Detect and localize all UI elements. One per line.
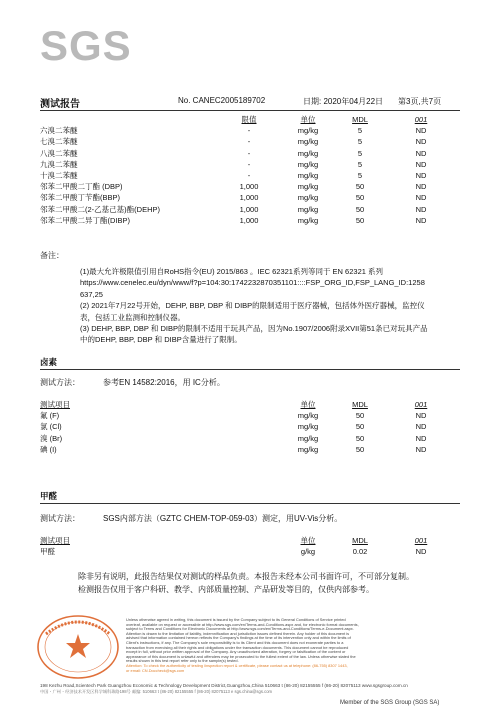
declaration-line: 除非另有说明，此报告结果仅对测试的样品负责。本报告未经本公司书面许可，不可部分复制。	[78, 572, 414, 581]
footer-address-cn: 中国・广州・经济技术开发区科学城科珠路198号 邮编: 510663 t (86-20) 82155555 f (86-20) 82075113 e sgs.china@sgs.com	[40, 689, 273, 694]
cell-item: 溴 (Br)	[40, 433, 63, 443]
formaldehyde-method: SGS内部方法（GZTC CHEM-TOP-059-03）测定，用UV-Vis分析。	[103, 514, 343, 523]
cell-unit: mg/kg	[297, 137, 319, 147]
legal-line: results shown in this test report refer only to the sample(s) tested.	[126, 658, 239, 664]
col-mdl: MDL	[352, 400, 368, 410]
cell-unit: mg/kg	[297, 411, 319, 421]
table-row	[40, 433, 458, 444]
table-row	[40, 148, 458, 159]
note-line: (1)最大允许极限值引用自RoHS指令(EU) 2015/863 。IEC 62321系列等同于 EN 62321 系列	[80, 267, 384, 276]
cell-mdl: 50	[355, 215, 365, 225]
cell-mdl: 5	[357, 148, 363, 158]
formaldehyde-table	[40, 535, 458, 557]
rohs-table-body	[40, 125, 458, 226]
col-unit: 单位	[300, 400, 316, 410]
legal-line: transaction from exercising all their rights and obligations under the transaction documents. This document cannot be reproduced	[126, 644, 349, 650]
note-line: 中的DEHP, BBP, DBP 和 DIBP含量进行了限制。	[80, 335, 242, 345]
page-number: 第3页,共7页	[398, 97, 442, 106]
report-number: No. CANEC2005189702	[178, 96, 266, 105]
col-unit: 单位	[300, 536, 316, 546]
legal-line: Attention is drawn to the limitation of liability, indemnification and jurisdiction issues defined therein. Any holder of this document is	[126, 630, 350, 636]
report-date: 日期: 2020年04月22日	[303, 97, 384, 106]
notes	[80, 266, 465, 346]
attention-line: or email: CN.Doccheck@sgs.com	[126, 667, 185, 673]
cell-result: ND	[415, 444, 427, 454]
cell-limit: -	[247, 159, 251, 169]
cell-item: 十溴二苯醚	[40, 171, 78, 181]
declaration-line: 检测报告仅用于客户科研、教学、内部质量控制、产品研发等目的，仅供内部参考。	[78, 584, 374, 594]
notes-label: 备注：	[40, 251, 64, 260]
cell-result: ND	[415, 126, 427, 136]
cell-item: 碘 (I)	[40, 444, 57, 454]
cell-mdl: 50	[355, 193, 365, 203]
col-item: 测试项目	[40, 400, 70, 410]
legal-line: overleaf, available on request or accessible at http://www.sgs.com/en/Terms-and-Conditions.aspx and, for electronic format documents,	[126, 621, 359, 627]
cell-unit: mg/kg	[297, 148, 319, 158]
note-line: https://www.cenelec.eu/dyn/www/f?p=104:30:1742232870351101::::FSP_ORG_ID,FSP_LANG_ID:1258	[80, 278, 425, 288]
cell-mdl: 5	[357, 159, 363, 169]
cell-mdl: 5	[357, 126, 363, 136]
cell-unit: mg/kg	[297, 171, 319, 181]
legal-line: Client's instructions, if any. The Company's sole responsibility is to its Client and this document does not exonerate parties to a	[126, 639, 344, 645]
cell-item: 氟 (F)	[40, 411, 60, 421]
declaration	[78, 571, 448, 596]
cell-unit: mg/kg	[297, 193, 319, 203]
table-header-row	[40, 399, 458, 410]
note-line: (3) DEHP, BBP, DBP 和 DIBP的限制不适用于玩具产品，因为No.1907/2006附录XVII第51条已对玩具产品	[80, 324, 428, 334]
cell-limit: -	[247, 126, 251, 136]
cell-result: ND	[415, 433, 427, 443]
table-row	[40, 125, 458, 136]
report-title: 测试报告	[40, 99, 80, 110]
col-sample: 001	[414, 536, 428, 546]
formaldehyde-table-body	[40, 546, 458, 557]
cell-limit: 1,000	[239, 215, 259, 225]
table-row	[40, 192, 458, 203]
table-row	[40, 159, 458, 170]
cell-item: 甲醛	[40, 547, 55, 557]
legal-line: appearance of this document is unlawful and offenders may be prosecuted to the fullest extent of the law. Unless otherwise stated the	[126, 653, 356, 659]
formaldehyde-rule	[40, 503, 460, 504]
cell-result: ND	[415, 204, 427, 214]
col-sample: 001	[414, 115, 428, 125]
sgs-member-text: Member of the SGS Group (SGS SA)	[340, 700, 440, 706]
cell-item: 邻苯二甲酸二(2-乙基己基)酯(DEHP)	[40, 204, 160, 214]
cell-mdl: 5	[357, 171, 363, 181]
col-mdl: MDL	[352, 536, 368, 546]
halogen-table-body	[40, 410, 458, 455]
col-sample: 001	[414, 400, 428, 410]
note-line: (2) 2021年7月22号开始，DEHP, BBP, DBP 和 DIBP的限制适用于医疗器械，包括体外医疗器械，监控仪	[80, 301, 425, 311]
cell-result: ND	[415, 137, 427, 147]
cell-unit: mg/kg	[297, 126, 319, 136]
col-limit: 限值	[241, 115, 257, 125]
halogen-method-label: 测试方法：	[40, 378, 80, 387]
cell-item: 八溴二苯醚	[40, 148, 78, 158]
halogen-method: 参考EN 14582:2016，用 IC分析。	[103, 378, 225, 387]
halogen-table	[40, 399, 458, 455]
sgs-logo: SGS	[40, 22, 132, 69]
table-row	[40, 444, 458, 455]
cell-limit: 1,000	[239, 182, 259, 192]
cell-mdl: 5	[357, 137, 363, 147]
legal-footer	[126, 618, 446, 673]
cell-unit: g/kg	[300, 547, 316, 557]
col-item	[40, 114, 218, 125]
cell-unit: mg/kg	[297, 433, 319, 443]
cell-limit: -	[247, 137, 251, 147]
rohs-results-table	[40, 114, 458, 226]
table-header-row	[40, 535, 458, 546]
halogen-title: 卤素	[40, 357, 58, 367]
laboratory-seal-icon	[36, 614, 120, 680]
legal-line: advised that information contained hereon reflects the Company's findings at the time of its intervention only and within the limits of	[126, 635, 351, 641]
cell-result: ND	[415, 411, 427, 421]
note-line: 637,25	[80, 289, 103, 299]
cell-unit: mg/kg	[297, 159, 319, 169]
cell-limit: 1,000	[239, 193, 259, 203]
cell-item: 九溴二苯醚	[40, 159, 78, 169]
attention-line: Attention: To check the authenticity of testing /inspection report & certificate, please contact us at telephone: (86-755) 8307 1443,	[126, 662, 348, 668]
cell-item: 邻苯二甲酸二异丁酯(DIBP)	[40, 215, 130, 225]
cell-unit: mg/kg	[297, 204, 319, 214]
cell-item: 七溴二苯醚	[40, 137, 78, 147]
cell-mdl: 50	[355, 182, 365, 192]
cell-item: 邻苯二甲酸丁苄酯(BBP)	[40, 193, 121, 203]
cell-item: 氯 (Cl)	[40, 422, 62, 432]
cell-mdl: 0.02	[352, 547, 368, 557]
table-row	[40, 170, 458, 181]
cell-mdl: 50	[355, 444, 365, 454]
footer-address: 198 Kezhu Road,Scientech Park Guangzhou Economic & Technology Development District,Guangzhou,China 510663 t (86-20) 82155555 f (86-20) 82075113 www.sgsgroup.com.cn	[40, 683, 408, 688]
cell-mdl: 50	[355, 411, 365, 421]
cell-result: ND	[415, 182, 427, 192]
cell-limit: 1,000	[239, 204, 259, 214]
table-row	[40, 215, 458, 226]
cell-result: ND	[415, 193, 427, 203]
table-row	[40, 204, 458, 215]
cell-limit: -	[247, 171, 251, 181]
cell-result: ND	[415, 215, 427, 225]
cell-result: ND	[415, 159, 427, 169]
formaldehyde-title: 甲醛	[40, 491, 58, 501]
cell-unit: mg/kg	[297, 182, 319, 192]
legal-line: except in full, without prior written approval of the Company. Any unauthorized alteration, forgery or falsification of the content or	[126, 649, 346, 655]
cell-unit: mg/kg	[297, 444, 319, 454]
col-mdl: MDL	[352, 115, 368, 125]
cell-item: 六溴二苯醚	[40, 126, 78, 136]
cell-limit: -	[247, 148, 251, 158]
cell-mdl: 50	[355, 433, 365, 443]
halogen-rule	[40, 369, 460, 370]
table-row	[40, 136, 458, 147]
cell-result: ND	[415, 547, 427, 557]
cell-mdl: 50	[355, 422, 365, 432]
header-rule	[40, 110, 460, 111]
cell-unit: mg/kg	[297, 422, 319, 432]
table-header-row	[40, 114, 458, 125]
table-row	[40, 181, 458, 192]
table-row	[40, 546, 458, 557]
col-unit: 单位	[300, 115, 316, 125]
cell-item: 邻苯二甲酸二丁酯 (DBP)	[40, 182, 123, 192]
formaldehyde-method-label: 测试方法：	[40, 514, 80, 523]
note-line: 表，包括工业监测和控制仪器。	[80, 312, 185, 322]
cell-result: ND	[415, 422, 427, 432]
cell-unit: mg/kg	[297, 215, 319, 225]
table-row	[40, 410, 458, 421]
col-item: 测试项目	[40, 536, 70, 546]
legal-line: subject to Terms and Conditions for Electronic Documents at http://www.sgs.com/en/Terms-and-Conditions/Terms-e-Document.aspx.	[126, 626, 354, 632]
cell-result: ND	[415, 171, 427, 181]
legal-line: Unless otherwise agreed in writing, this document is issued by the Company subject to its General Conditions of Service printed	[126, 617, 346, 622]
cell-result: ND	[415, 148, 427, 158]
cell-mdl: 50	[355, 204, 365, 214]
table-row	[40, 421, 458, 432]
